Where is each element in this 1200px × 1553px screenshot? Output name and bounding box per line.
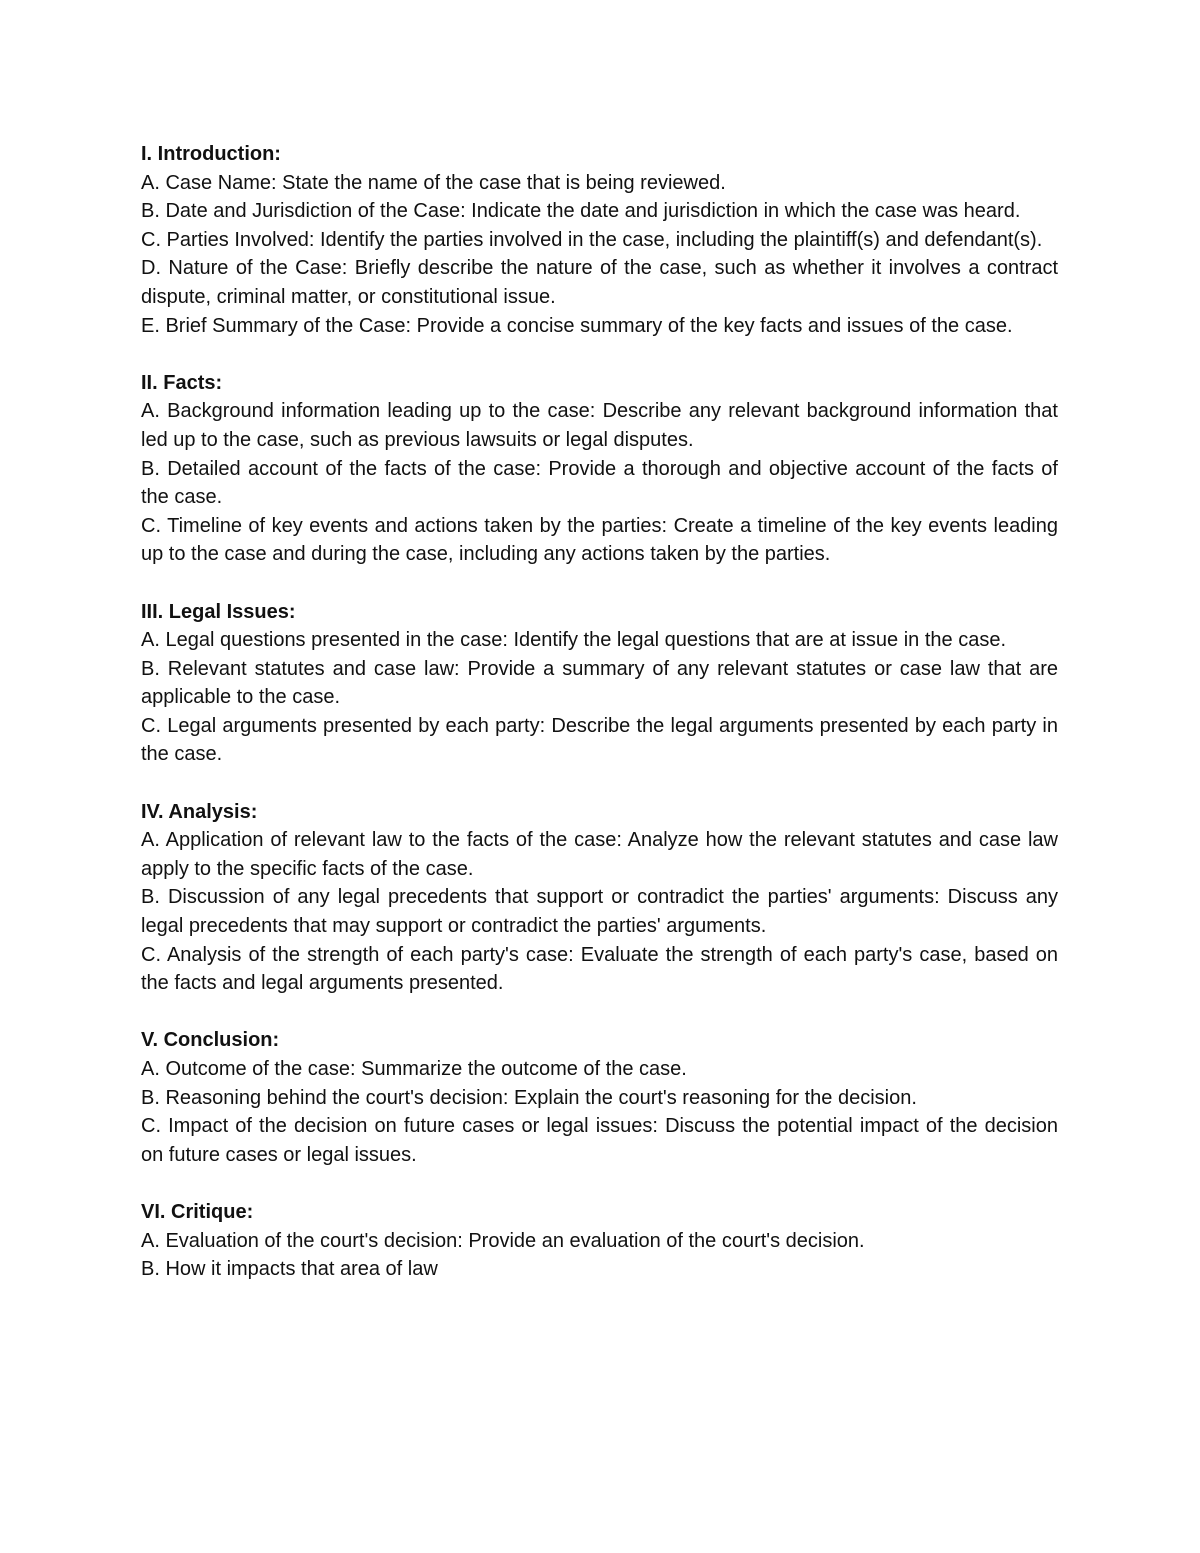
section-legal-issues [141,598,1058,770]
section-conclusion [141,1026,1058,1169]
list-item: C. Analysis of the strength of each party's case: Evaluate the strength of each party's case, based on the facts and legal arguments presented. [141,943,1058,995]
list-item: A. Legal questions presented in the case: Identify the legal questions that are at issue in the case. [141,629,1006,652]
list-item: B. Reasoning behind the court's decision: Explain the court's reasoning for the decision. [141,1086,917,1109]
list-item: B. Date and Jurisdiction of the Case: Indicate the date and jurisdiction in which the case was heard. [141,200,1021,223]
section-critique [141,1198,1058,1284]
section-heading: II. Facts: [141,371,223,394]
list-item: C. Timeline of key events and actions taken by the parties: Create a timeline of the key events leading up to the case and during the case, including any actions taken by the parties. [141,514,1058,566]
list-item: A. Background information leading up to the case: Describe any relevant background information that led up to the case, such as previous lawsuits or legal disputes. [141,400,1058,451]
section-analysis [141,798,1058,998]
section-heading: I. Introduction: [141,143,281,165]
list-item: A. Case Name: State the name of the case that is being reviewed. [141,171,726,194]
list-item: B. Relevant statutes and case law: Provide a summary of any relevant statutes or case law that are applicable to the case. [141,657,1058,709]
section-heading: VI. Critique: [141,1200,254,1223]
list-item: D. Nature of the Case: Briefly describe the nature of the case, such as whether it involves a contract dispute, criminal matter, or constitutional issue. [141,257,1058,308]
list-item: A. Evaluation of the court's decision: Provide an evaluation of the court's decision. [141,1229,865,1252]
list-item: A. Outcome of the case: Summarize the outcome of the case. [141,1058,687,1080]
section-introduction [141,140,1058,340]
list-item: E. Brief Summary of the Case: Provide a concise summary of the key facts and issues of the case. [141,314,1013,337]
section-heading: IV. Analysis: [141,800,258,823]
list-item: C. Impact of the decision on future cases or legal issues: Discuss the potential impact of the decision on future cases or legal issues. [141,1115,1058,1166]
list-item: B. How it impacts that area of law [141,1258,438,1281]
document-page [141,140,1058,1312]
list-item: B. Discussion of any legal precedents that support or contradict the parties' arguments: Discuss any legal precedents that may support or contradict the parties' arguments. [141,886,1058,938]
list-item: B. Detailed account of the facts of the case: Provide a thorough and objective account of the facts of the case. [141,457,1058,509]
list-item: C. Legal arguments presented by each party: Describe the legal arguments presented by each party in the case. [141,714,1058,766]
list-item: A. Application of relevant law to the facts of the case: Analyze how the relevant statutes and case law apply to the specific facts of the case. [141,829,1058,880]
section-facts [141,369,1058,569]
section-heading: V. Conclusion: [141,1029,280,1052]
list-item: C. Parties Involved: Identify the parties involved in the case, including the plaintiff(s) and defendant(s). [141,228,1043,251]
section-heading: III. Legal Issues: [141,600,296,623]
